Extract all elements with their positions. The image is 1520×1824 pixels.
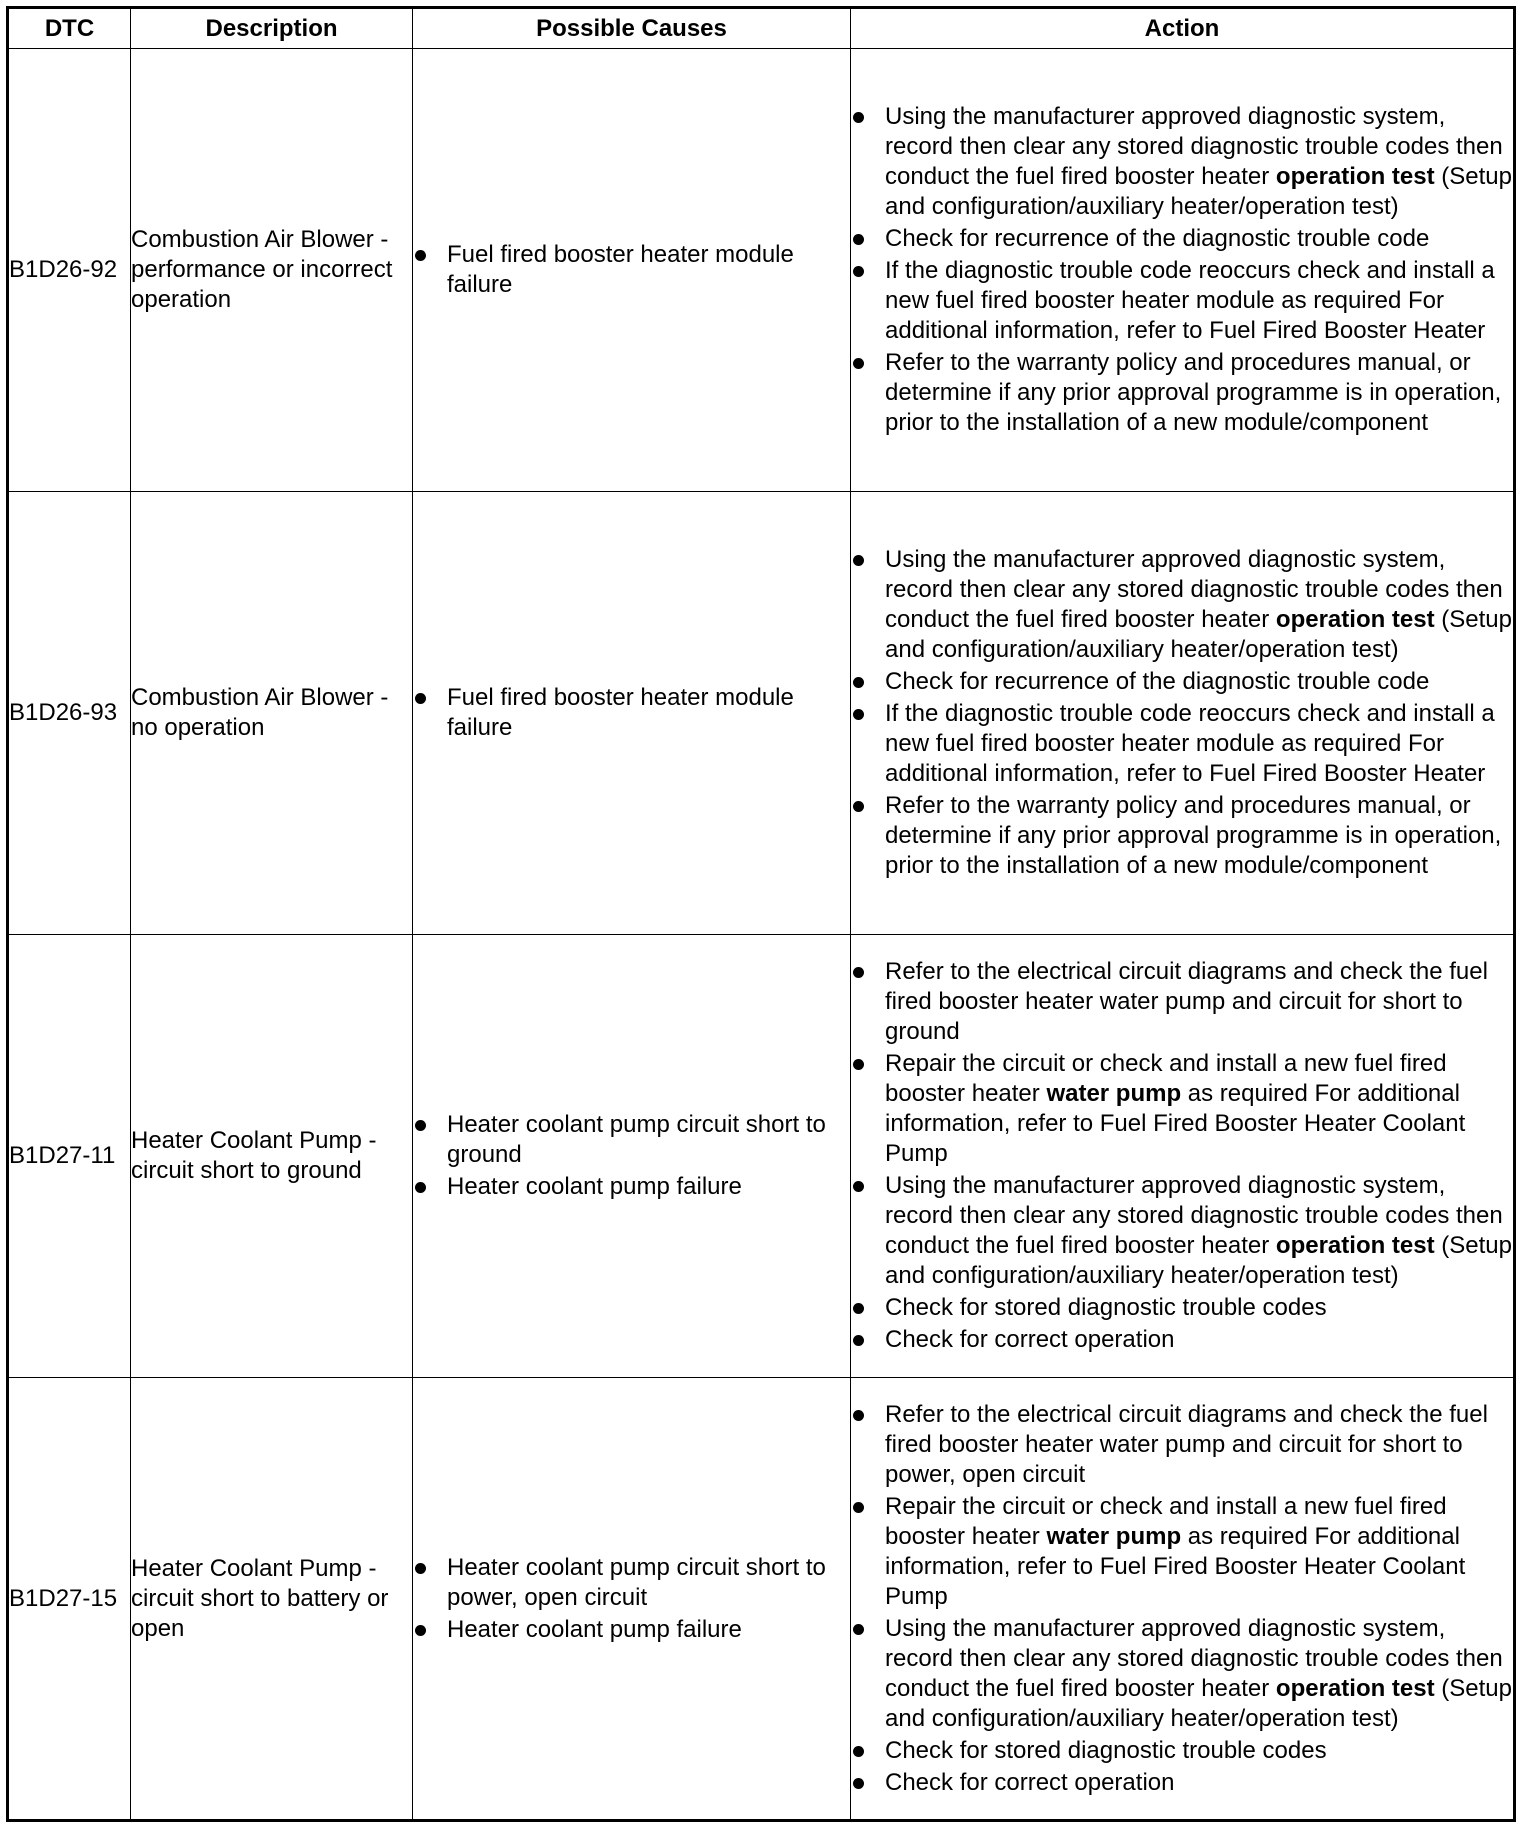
dtc-code: B1D27-15 [8, 1378, 131, 1821]
causes-list [413, 240, 850, 300]
action-text-suffix: (Setup and configuration/auxiliary heater/operation test) [885, 1674, 1512, 1732]
actions-list [851, 545, 1513, 881]
action-item [851, 699, 1513, 789]
action-item [851, 667, 1513, 697]
cause-text: Heater coolant pump circuit short to ground [447, 1111, 826, 1168]
action-text: Refer to the warranty policy and procedures manual, or determine if any prior approval programme is in operation, prior to the installation of a new module/component [885, 792, 1502, 879]
action-cell [851, 49, 1515, 492]
action-item [851, 1171, 1513, 1291]
table-row [8, 1378, 1515, 1821]
action-item [851, 1293, 1513, 1323]
action-cell [851, 935, 1515, 1378]
action-text: Check for correct operation [885, 1326, 1175, 1353]
causes-list [413, 1110, 850, 1202]
action-emphasis: water pump [1046, 1522, 1182, 1550]
description-cell: Combustion Air Blower - no operation [131, 492, 413, 935]
dtc-code: B1D26-92 [8, 49, 131, 492]
header-row [8, 8, 1515, 49]
action-item [851, 545, 1513, 665]
action-text: Refer to the electrical circuit diagrams and check the fuel fired booster heater water pump and circuit for short to power, open circuit [885, 1400, 1488, 1488]
action-text: If the diagnostic trouble code reoccurs check and install a new fuel fired booster heater module as required For additional information, refer to Fuel Fired Booster Heater [885, 700, 1495, 787]
action-item [851, 102, 1513, 222]
cause-item [413, 683, 850, 743]
action-text-suffix: as required For additional information, refer to Fuel Fired Booster Heater Coolant Pump [885, 1522, 1466, 1610]
table-row [8, 49, 1515, 492]
cause-item [413, 1553, 850, 1613]
header-description: Description [131, 8, 413, 49]
action-text: Refer to the electrical circuit diagrams and check the fuel fired booster heater water pump and circuit for short to ground [885, 958, 1488, 1045]
header-dtc: DTC [8, 8, 131, 49]
description-cell: Heater Coolant Pump - circuit short to battery or open [131, 1378, 413, 1821]
action-item [851, 1736, 1513, 1766]
actions-list [851, 1400, 1513, 1798]
action-item [851, 1400, 1513, 1490]
header-possible-causes: Possible Causes [413, 8, 851, 49]
description-cell: Combustion Air Blower - performance or incorrect operation [131, 49, 413, 492]
cause-text: Heater coolant pump failure [447, 1173, 742, 1200]
action-item [851, 256, 1513, 346]
causes-list [413, 1553, 850, 1645]
action-item [851, 1049, 1513, 1169]
action-text: Using the manufacturer approved diagnostic system, record then clear any stored diagnostic trouble codes then conduct the fuel fired booster heater [885, 546, 1503, 633]
action-text: Repair the circuit or check and install a new fuel fired booster heater [885, 1050, 1447, 1107]
action-text: Check for recurrence of the diagnostic trouble code [885, 668, 1430, 695]
action-text: Refer to the warranty policy and procedures manual, or determine if any prior approval programme is in operation, prior to the installation of a new module/component [885, 349, 1502, 436]
action-item [851, 1614, 1513, 1734]
cause-text: Heater coolant pump circuit short to power, open circuit [447, 1553, 826, 1611]
table-body [8, 49, 1515, 1821]
action-item [851, 348, 1513, 438]
possible-causes-cell [413, 492, 851, 935]
action-emphasis: operation test [1275, 1674, 1435, 1702]
action-text: Check for stored diagnostic trouble codes [885, 1736, 1327, 1764]
dtc-code: B1D27-11 [8, 935, 131, 1378]
possible-causes-cell [413, 1378, 851, 1821]
action-item [851, 224, 1513, 254]
description-cell: Heater Coolant Pump - circuit short to ground [131, 935, 413, 1378]
cause-text: Fuel fired booster heater module failure [447, 241, 794, 298]
action-text: Check for stored diagnostic trouble codes [885, 1294, 1327, 1321]
action-text: Check for correct operation [885, 1768, 1175, 1796]
header-action: Action [851, 8, 1515, 49]
action-item [851, 957, 1513, 1047]
action-item [851, 1492, 1513, 1612]
table-row [8, 492, 1515, 935]
action-emphasis: operation test [1275, 606, 1435, 633]
action-text: Check for recurrence of the diagnostic trouble code [885, 225, 1430, 252]
cause-text: Heater coolant pump failure [447, 1615, 742, 1643]
action-item [851, 1768, 1513, 1798]
dtc-code: B1D26-93 [8, 492, 131, 935]
cause-text: Fuel fired booster heater module failure [447, 684, 794, 741]
action-text-suffix: (Setup and configuration/auxiliary heater/operation test) [885, 1232, 1512, 1289]
action-text: Using the manufacturer approved diagnostic system, record then clear any stored diagnostic trouble codes then conduct the fuel fired booster heater [885, 1172, 1503, 1259]
action-text-suffix: (Setup and configuration/auxiliary heater/operation test) [885, 606, 1512, 663]
action-emphasis: operation test [1275, 163, 1435, 190]
action-item [851, 1325, 1513, 1355]
action-emphasis: water pump [1046, 1080, 1182, 1107]
action-cell [851, 1378, 1515, 1821]
possible-causes-cell [413, 935, 851, 1378]
action-item [851, 791, 1513, 881]
action-text-suffix: as required For additional information, refer to Fuel Fired Booster Heater Coolant Pump [885, 1080, 1466, 1167]
cause-item [413, 1172, 850, 1202]
action-emphasis: operation test [1275, 1232, 1435, 1259]
action-text: Using the manufacturer approved diagnostic system, record then clear any stored diagnostic trouble codes then conduct the fuel fired booster heater [885, 103, 1503, 190]
cause-item [413, 1110, 850, 1170]
possible-causes-cell [413, 49, 851, 492]
action-text: Using the manufacturer approved diagnostic system, record then clear any stored diagnostic trouble codes then conduct the fuel fired booster heater [885, 1614, 1503, 1702]
action-text: If the diagnostic trouble code reoccurs check and install a new fuel fired booster heater module as required For additional information, refer to Fuel Fired Booster Heater [885, 257, 1495, 344]
actions-list [851, 102, 1513, 438]
action-cell [851, 492, 1515, 935]
actions-list [851, 957, 1513, 1355]
table-row [8, 935, 1515, 1378]
action-text: Repair the circuit or check and install a new fuel fired booster heater [885, 1492, 1447, 1550]
action-text-suffix: (Setup and configuration/auxiliary heater/operation test) [885, 163, 1512, 220]
cause-item [413, 240, 850, 300]
cause-item [413, 1615, 850, 1645]
dtc-table [6, 6, 1516, 1822]
causes-list [413, 683, 850, 743]
